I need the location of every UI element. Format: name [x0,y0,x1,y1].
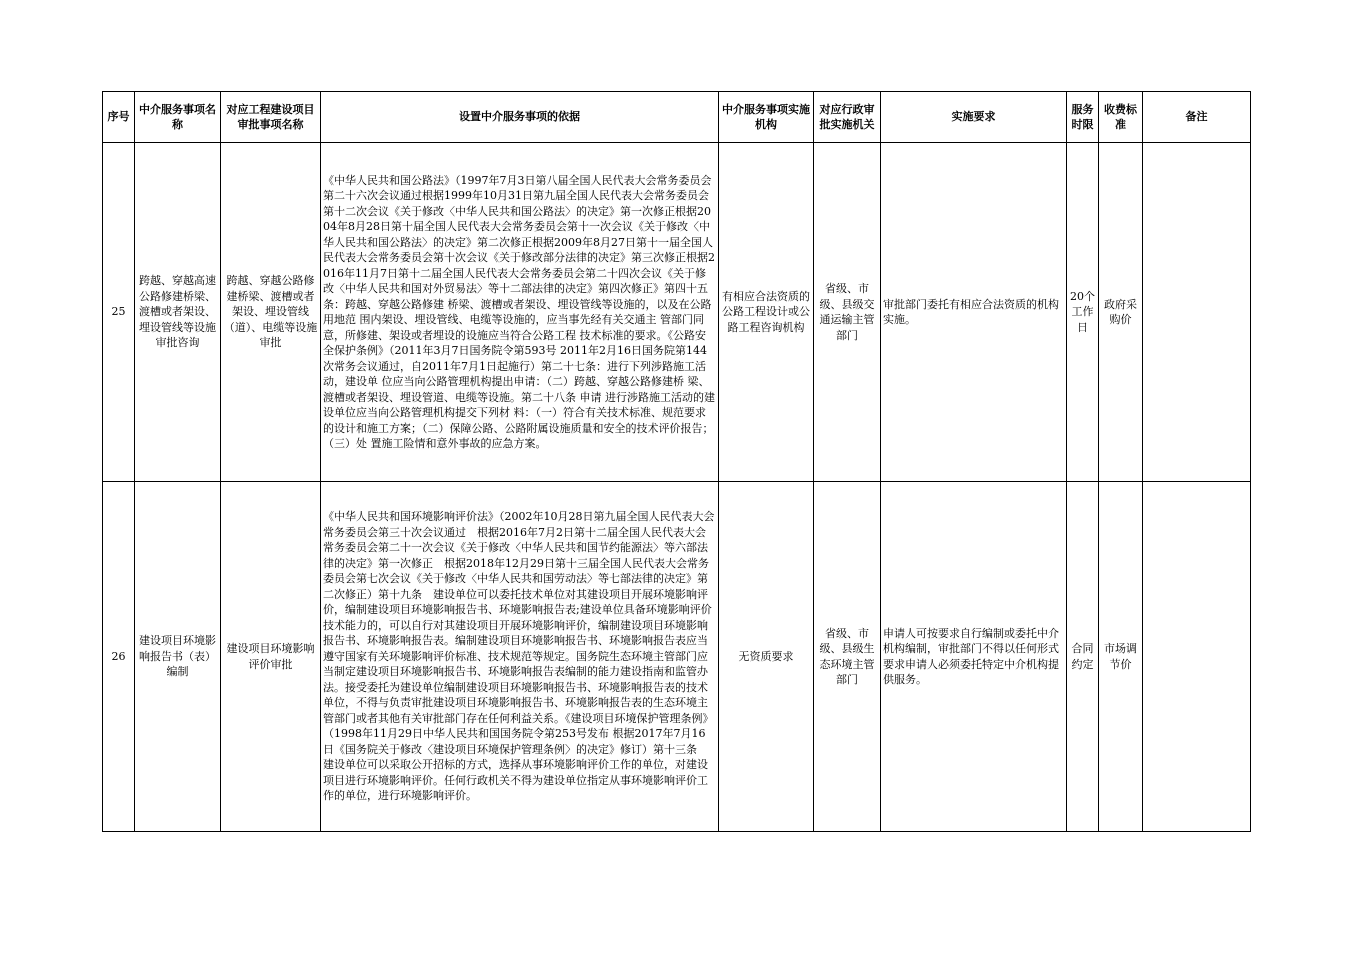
row-service-name: 建设项目环境影响报告书（表）编制 [135,482,221,832]
row-agency: 无资质要求 [719,482,814,832]
row-time-limit: 合同约定 [1067,482,1099,832]
intermediary-service-table [102,91,1251,832]
header-authority: 对应行政审批实施机关 [814,92,881,143]
header-row [103,92,1251,143]
header-service-name: 中介服务事项名称 [135,92,221,143]
row-basis-text: 《中华人民共和国公路法》（1997年7月3日第八届全国人民代表大会常务委员会第二十六次会议通过根据1999年10月31日第九届全国人民代表大会常务委员会第十二次会议《关于修改〈中华人民共和国公路法〉的决定》第一次修正根据2004年8月28日第十届全国人民代表大会常务委员会第十一次会议《关于修改〈中华人民共和国公路法〉的决定》第二次修正根据2009年8月27日第十一届全国人民代表大会常务委员会第十次会议《关于修改部分法律的决定》第三次修正根据2016年11月7日第十二届全国人民代表大会常务委员会第二十四次会议《关于修改〈中华人民共和国对外贸易法〉等十二部法律的决定》第四次修正》第四十五条：跨越、穿越公路修建 桥梁、渡槽或者架设、埋设管线等设施的，以及在公路用地范 围内架设、埋设管线、电缆等设施的，应当事先经有关交通主 管部门同意，所修建、架设或者埋设的设施应当符合公路工程 技术标准的要求。《公路安全保护条例》（2011年3月7日国务院令第593号 2011年2月16日国务院第144次常务会议通过，自2011年7月1日起施行）第二十七条：进行下列涉路施工活动，建设单 位应当向公路管理机构提出申请：（二）跨越、穿越公路修建桥 梁、渡槽或者架设、埋设管道、电缆等设施。第二十八条 申请 进行涉路施工活动的建设单位应当向公路管理机构提交下列材 料：（一）符合有关技术标准、规范要求的设计和施工方案；（二）保障公路、公路附属设施质量和安全的技术评价报告；（三）处 置施工险情和意外事故的应急方案。 [323,173,715,450]
row-fee: 市场调节价 [1099,482,1143,832]
table-row [103,482,1251,832]
table-row [103,143,1251,482]
header-remark: 备注 [1143,92,1251,143]
header-no: 序号 [103,92,135,143]
row-approval-item: 跨越、穿越公路修建桥梁、渡槽或者架设、埋设管线（道）、电缆等设施审批 [221,143,321,482]
row-remark [1143,143,1251,482]
row-requirement: 审批部门委托有相应合法资质的机构实施。 [881,143,1067,482]
row-authority: 省级、市级、县级交通运输主管部门 [814,143,881,482]
header-basis: 设置中介服务事项的依据 [321,92,719,143]
header-fee: 收费标准 [1099,92,1143,143]
header-requirement: 实施要求 [881,92,1067,143]
row-no: 25 [103,143,135,482]
row-basis [321,482,719,832]
row-service-name: 跨越、穿越高速公路修建桥梁、渡槽或者架设、埋设管线等设施审批咨询 [135,143,221,482]
row-basis [321,143,719,482]
row-agency: 有相应合法资质的公路工程设计或公路工程咨询机构 [719,143,814,482]
row-fee: 政府采购价 [1099,143,1143,482]
row-remark [1143,482,1251,832]
row-approval-item: 建设项目环境影响评价审批 [221,482,321,832]
row-basis-text: 《中华人民共和国环境影响评价法》（2002年10月28日第九届全国人民代表大会常务委员会第三十次会议通过 根据2016年7月2日第十二届全国人民代表大会常务委员会第二十一次会议《关于修改〈中华人民共和国节约能源法〉等六部法律的决定》第一次修正 根据2018年12月29日第十三届全国人民代表大会常务委员会第七次会议《关于修改〈中华人民共和国劳动法〉等七部法律的决定》第二次修正）第十九条 建设单位可以委托技术单位对其建设项目开展环境影响评价，编制建设项目环境影响报告书、环境影响报告表;建设单位具备环境影响评价技术能力的，可以自行对其建设项目开展环境影响评价，编制建设项目环境影响报告书、环境影响报告表。编制建设项目环境影响报告书、环境影响报告表应当遵守国家有关环境影响评价标准、技术规范等规定。国务院生态环境主管部门应当制定建设项目环境影响报告书、环境影响报告表编制的能力建设指南和监管办法。接受委托为建设单位编制建设项目环境影响报告书、环境影响报告表的技术单位，不得与负责审批建设项目环境影响报告书、环境影响报告表的生态环境主管部门或者其他有关审批部门存在任何利益关系。《建设项目环境保护管理条例》（1998年11月29日中华人民共和国国务院令第253号发布 根据2017年7月16日《国务院关于修改〈建设项目环境保护管理条例〉的决定》修订）第十三条 建设单位可以采取公开招标的方式，选择从事环境影响评价工作的单位，对建设项目进行环境影响评价。任何行政机关不得为建设单位指定从事环境影响评价工作的单位，进行环境影响评价。 [323,510,715,803]
header-time-limit: 服务时限 [1067,92,1099,143]
row-requirement: 申请人可按要求自行编制或委托中介机构编制，审批部门不得以任何形式要求申请人必须委托特定中介机构提供服务。 [881,482,1067,832]
row-time-limit: 20个工作日 [1067,143,1099,482]
row-no: 26 [103,482,135,832]
header-approval-item: 对应工程建设项目审批事项名称 [221,92,321,143]
row-authority: 省级、市级、县级生态环境主管部门 [814,482,881,832]
header-agency: 中介服务事项实施机构 [719,92,814,143]
